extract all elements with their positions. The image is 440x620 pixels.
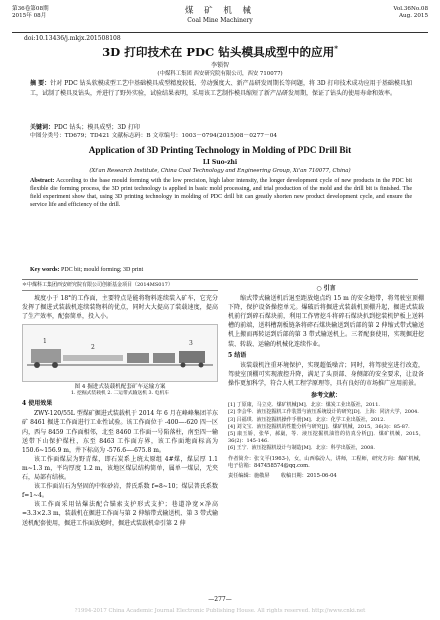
left-column <box>22 282 218 528</box>
abstract-cn-text: 针对 PDC 钻头软模成型工艺中基础模具成型精度较低、劳动强度大、新产品研发周期长等问题，将 3D 打印技术成功应用于基础模具加工，试制了模具及钻头，并进行了野外实验，试验结果表明，采用该工艺制作模具缩短了新产品研发周期，保证了钻头的使用寿命和效率。 <box>30 80 412 97</box>
paragraph: 该工作面采用钻爆法配合锚索支护形式支护；巷道净宽×净高=3.3×2.3 m，装载机在掘进工作面与第 2 伸缩带式输送机、第 3 带式输送机配套使用，掘进工作面放炮时，掘进式装载机牵引第 2 伸 <box>22 501 219 527</box>
reference-item: [5] 康玉娇，张华，郝崴，等．液压挖掘机油管的仿真分析[J]．煤矿机械，2015，36(2)：145-146. <box>228 430 424 445</box>
keywords-en-text: PDC bit; mould forming; 3D print <box>61 267 144 273</box>
keywords-cn-label: 关键词： <box>30 124 55 131</box>
abstract-en-label: Abstract: <box>30 178 55 184</box>
section-4-heading: 4 使用效果 <box>22 400 53 408</box>
reference-item: [1] 丁原康，马立克．煤矿机械[M]．北京：煤炭工业出版社，2011. <box>228 402 381 409</box>
abstract-en-text: According to the base mould forming with the low precision, high labor intensity, the longer development cycle of new products in the PDC bit flexible die forming process, the 3D print technology is applied in basic mold processing, and trial production of the mold and the drill bit is finished. The field experiment show that, using 3D printing technology in molding of PDC drill bit can greatly shorten new product development cycle, and ensure the service life and efficiency of the drill. <box>30 178 413 209</box>
figure-4-legend: 1. 挖掘式装载机 2. 二运带式输送机 3. 电机车 <box>70 391 170 397</box>
fund-note: ＊中煤科工集团西安研究院有限公司创新基金项目（2014MS017） <box>22 282 218 291</box>
vol-en: Vol.36No.08 <box>393 6 428 12</box>
date-en: Aug. 2015 <box>398 13 428 19</box>
issue-cn: 第36卷第08期 <box>12 6 49 12</box>
doi[interactable]: doi:10.13436/j.mkjx.201508108 <box>24 35 121 42</box>
received-date: 收稿日期：2015-06-04 <box>280 472 337 479</box>
copyright-footer: ?1994-2017 China Academic Journal Electronic Publishing House. All rights reserved. http://www.cnki.net <box>74 608 366 614</box>
references-heading: 参考文献： <box>310 392 341 400</box>
author-bio: 作者简介：张文平(1963-)，女，山西临汾人，讲师，工程师，研究方向：煤矿机械，电子信箱：847458574@qq.com. <box>228 455 424 469</box>
paragraph: ZWY-120/55L 型煤矿掘进式装载机于 2014 年 6 月在峰峰集团羊东矿 8461 掘进工作面进行工业性试验。该工作面位于 -400—-620 四一区内，西与 8459 工作面相邻，北至 8460 工作面一号陷落柱，南至四一输送带下山保护煤柱，东至 8463 工作面方界，该工作面地面标高为 150.6~156.9 m，井下标高为 -576.6—-675.8 m。 <box>22 410 218 454</box>
editor: 责任编辑：施敬屏 <box>228 472 270 479</box>
paragraph: 该工作面煤层为野青煤，即石炭系上统太原组 4#煤，煤层厚 1.1 m~1.3 m，平均厚度 1.2 m，该地区煤层结构简单，属单一煤层，无夹石，局部有结核。 <box>22 455 218 482</box>
keywords-en-label: Key words: <box>30 267 60 273</box>
svg-text:2: 2 <box>91 344 95 352</box>
paragraph: 该装载机注重环境保护，实现超低噪音；同时，将驾驶室进行改造，驾驶室顶棚可实现液控升降，满足了头顶部、身侧部的安全要求，让设备操作更加科学，符合人机工程学原理等，具有良好的市场推广应用前景。 <box>228 361 424 387</box>
page-header <box>12 6 428 33</box>
abstract-en <box>30 177 412 209</box>
journal-name-en: Coal Mine Machinery <box>187 17 253 24</box>
classification: 中图分类号：TD679；TD421 文献标志码：B 文章编号：1003－0794(2015)08－0277－04 <box>30 133 278 139</box>
figure-4-caption: 图 4 掘进式装载机配套矿车运输方案 <box>74 384 166 391</box>
reference-item: [2] 李会华．液压挖掘机工作装置与液压系统设计的研究[D]．上海：同济大学，2004. <box>228 409 419 416</box>
title-text: 3D 打印技术在 PDC 钻头模具成型中的应用 <box>102 45 335 59</box>
header-right <box>393 6 428 20</box>
figure-4 <box>22 324 218 382</box>
keywords-cn <box>30 123 412 132</box>
keywords-cn-text: PDC 钻头；模具成型；3D 打印 <box>54 124 140 131</box>
editor-received <box>228 473 424 480</box>
journal-name-cn: 煤 矿 机 械 <box>184 6 256 16</box>
paragraph: 该工作面岩石为坚固的中粒砂岩，普氏系数 f=8~10；煤层普氏系数 f=1~4。 <box>22 483 218 500</box>
paper-title-en: Application of 3D Printing Technology in Molding of PDC Drill Bit <box>88 145 352 155</box>
reference-item: [4] 刘文宝．液压挖掘机的性能分析与研究[J]．煤矿机械，2015，36(3)：85-87. <box>228 423 410 430</box>
svg-text:1: 1 <box>43 338 47 346</box>
reference-item: [6] 王宁．液压挖掘机设计与制造[M]．北京：科学出版社，2008. <box>228 445 376 452</box>
intro-paragraph: 坡度小于 18°的工作面，主要特点是能将物料连续装入矿车，它充分发挥了掘进式装载机连续装物料的优点，同时大大提高了装载速度，提高了生产效率，配套简单，投入小。 <box>22 295 218 321</box>
affiliation-cn: (中煤科工集团 西安研究院有限公司，西安 710077) <box>157 71 283 77</box>
abstract-cn <box>30 79 412 98</box>
affiliation-en: (Xi'an Research Institute, China Coal Technology and Engineering Group, Xi'an 710077, China) <box>89 168 351 174</box>
paragraph: 缩式带式输送机后退至距放炮点约 15 m 的安全地带，将驾驶室顶棚下降，保护设备操控单元。爆破后将掘进式装载机顶棚升起，掘进式装载机前行到碎石煤块前，利用工作臂挖斗将碎石煤块扒到挖装机铲板上送料槽的前端，送料槽刮板链条将碎石煤块输送到后部的第 2 伸缩式带式输送机上搬而再转运到后部的第 3 带式输送机上。三者配套使用，实现掘进挖装、转载、运输的机械化连续作业。 <box>228 295 424 348</box>
keywords-en <box>30 267 412 273</box>
section-divider <box>22 279 418 280</box>
right-column <box>228 282 424 480</box>
author-en: LI Suo-zhi <box>202 159 238 166</box>
section-5-heading: 5 结语 <box>228 351 247 359</box>
figure-4-drawing <box>23 325 217 379</box>
title-mark: * <box>334 44 338 54</box>
reference-item: [3] 吕福琪．液压挖掘机操作手册[M]．北京：化学工业出版社，2012. <box>228 416 386 423</box>
abstract-cn-label: 摘 要： <box>30 80 51 87</box>
page-number: —277— <box>208 596 232 603</box>
intro-heading: ○ 引言 <box>316 285 336 292</box>
date-cn: 2015年 08月 <box>12 13 47 19</box>
author-cn: 李锁智 <box>210 62 229 69</box>
paper-title-cn <box>0 44 440 60</box>
svg-text:3: 3 <box>189 340 193 348</box>
